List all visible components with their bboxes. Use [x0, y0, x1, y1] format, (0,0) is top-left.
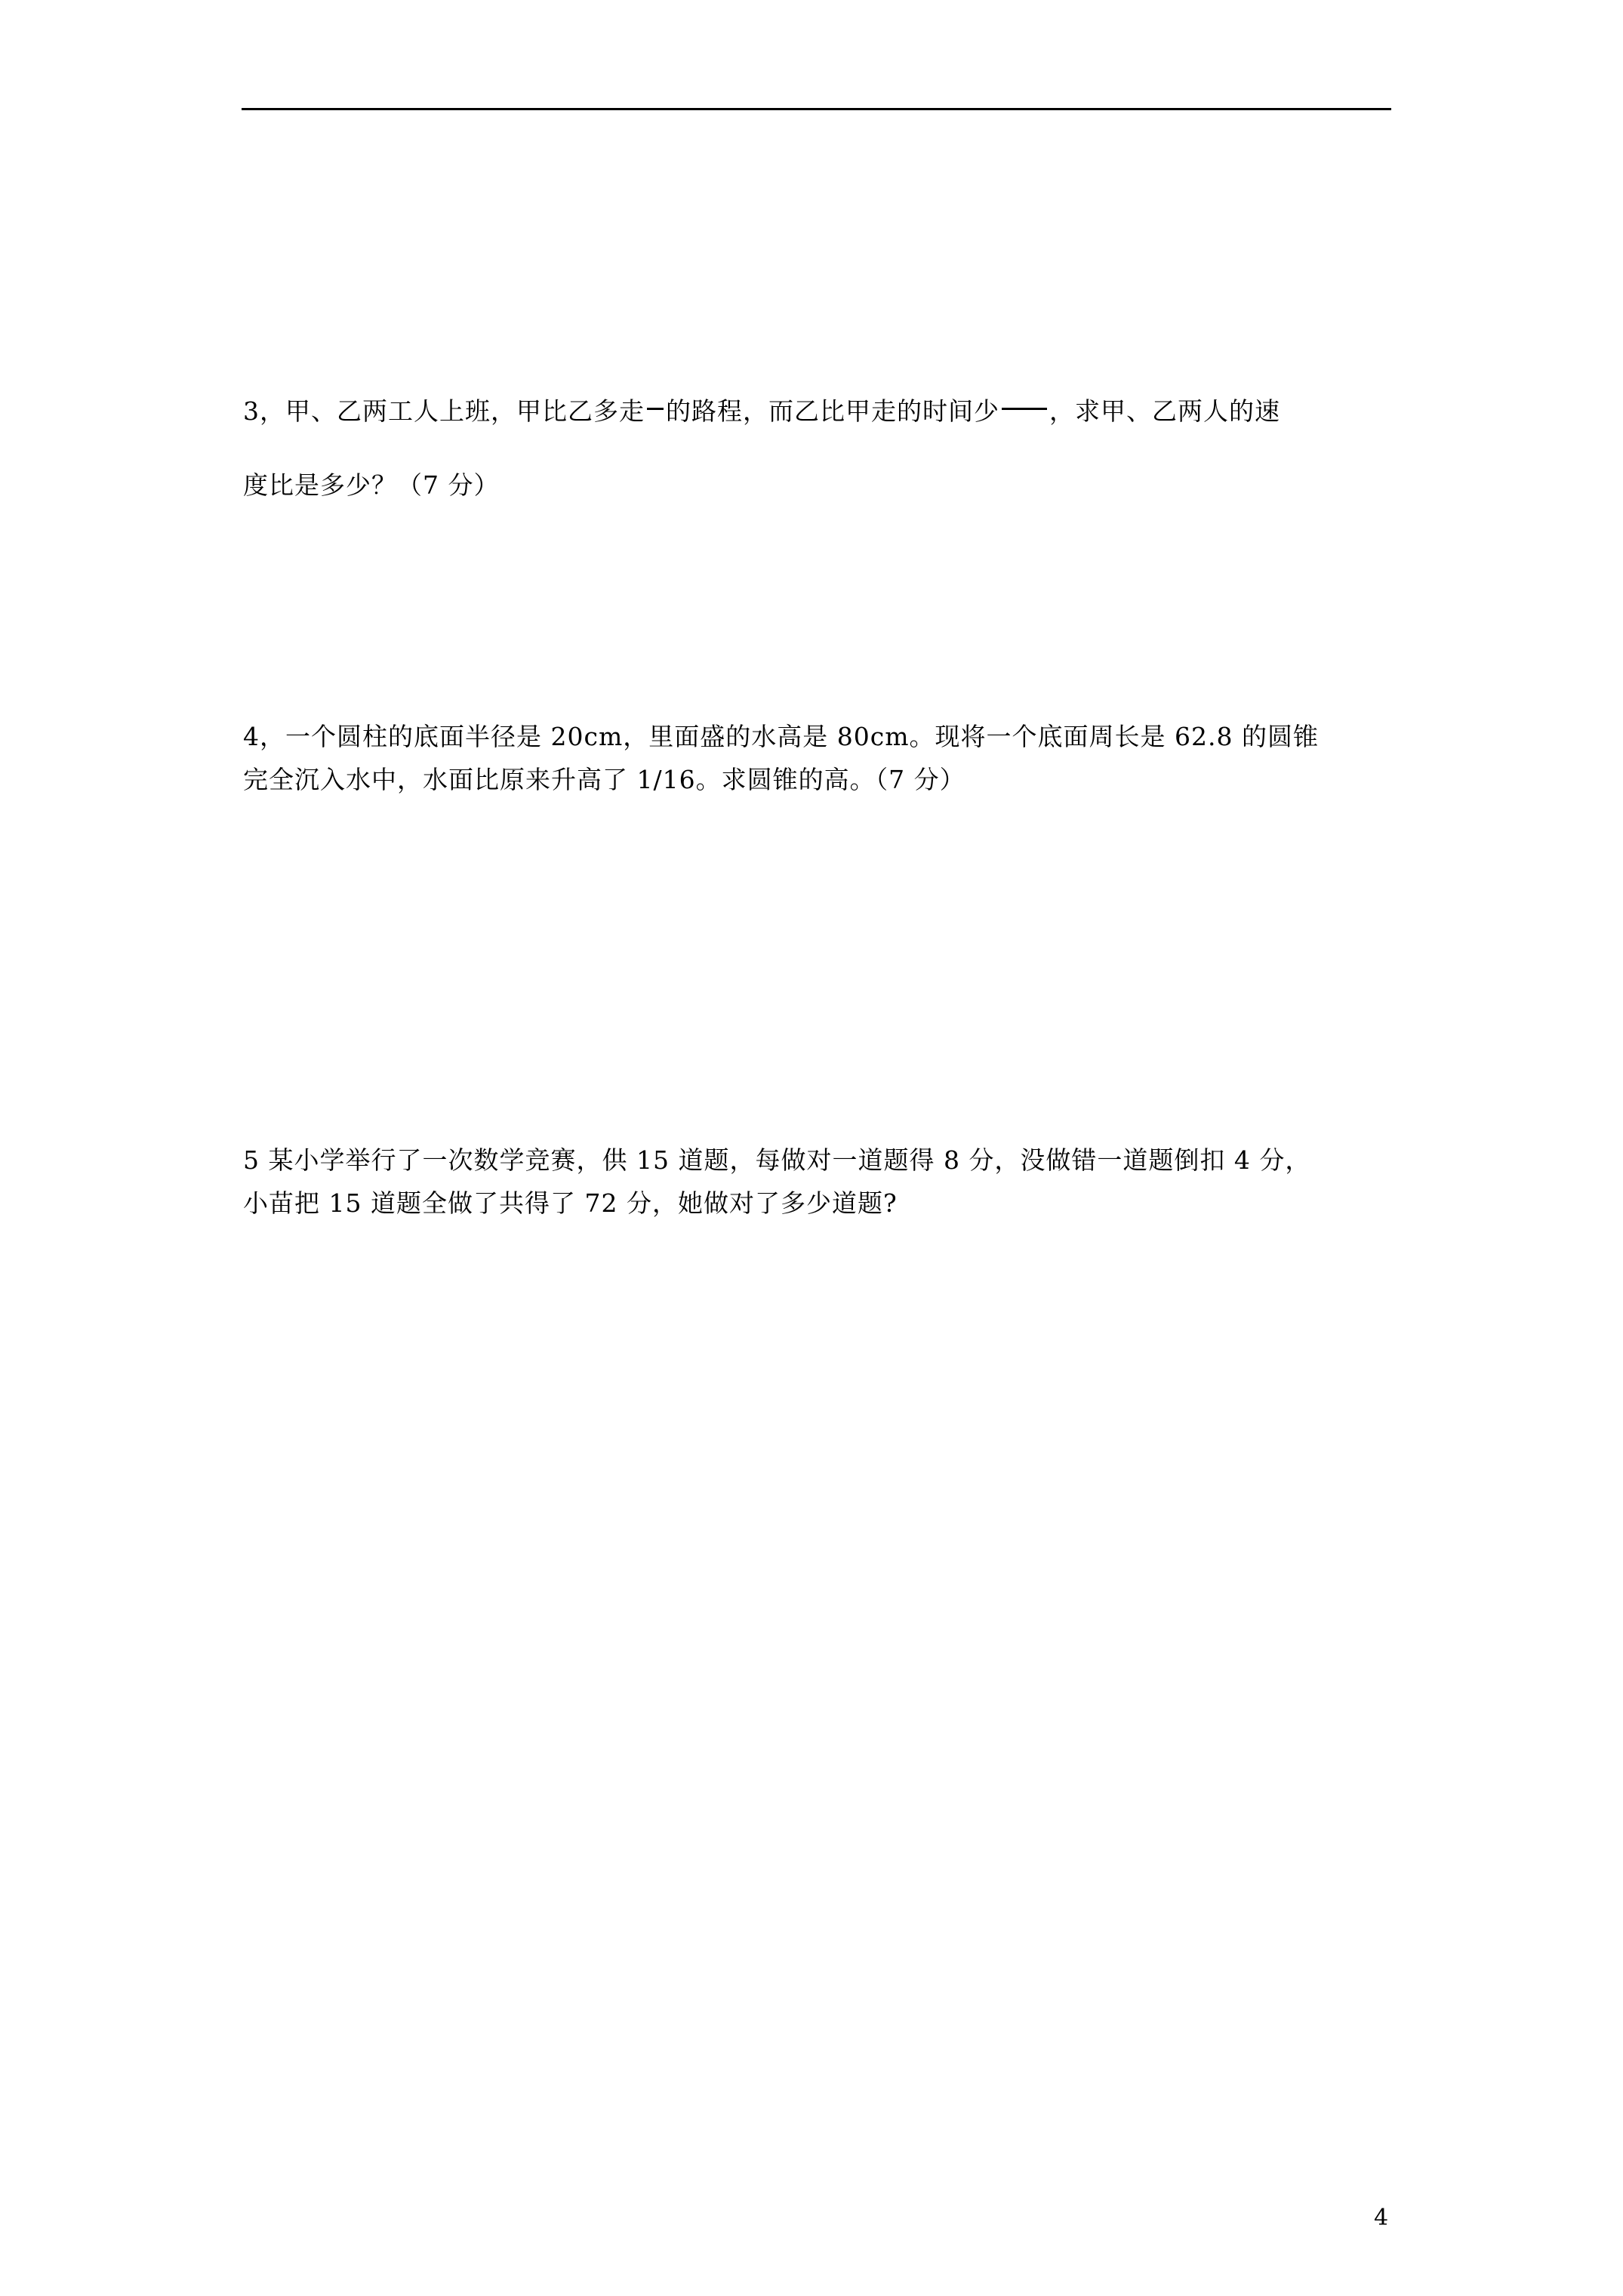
question-5	[243, 1140, 1394, 1226]
question-3-line-2: 度比是多少？（7 分）	[243, 470, 500, 500]
question-3	[243, 391, 1394, 539]
page-number: 4	[1374, 2205, 1389, 2231]
fraction-blank	[647, 408, 664, 410]
question-5-line-2: 小苗把 15 道题全做了共得了 72 分，她做对了多少道题?	[243, 1188, 898, 1218]
question-4-line-2: 完全沉入水中，水面比原来升高了 1/16。求圆锥的高。（7 分）	[243, 765, 965, 794]
question-4-line-1: 4，一个圆柱的底面半径是 20cm，里面盛的水高是 80cm。现将一个底面周长是 62.8 的圆锥	[243, 722, 1319, 751]
question-4	[243, 717, 1394, 803]
header-rule	[242, 108, 1391, 110]
question-3-line-1: 3，甲、乙两工人上班，甲比乙多走 的路程，而乙比甲走的时间少 ，求甲、乙两人的速	[243, 396, 1280, 426]
question-5-line-1: 5 某小学举行了一次数学竞赛，供 15 道题，每做对一道题得 8 分，没做错一道题倒扣 4 分，	[243, 1145, 1311, 1175]
fraction-blank	[1002, 408, 1047, 410]
